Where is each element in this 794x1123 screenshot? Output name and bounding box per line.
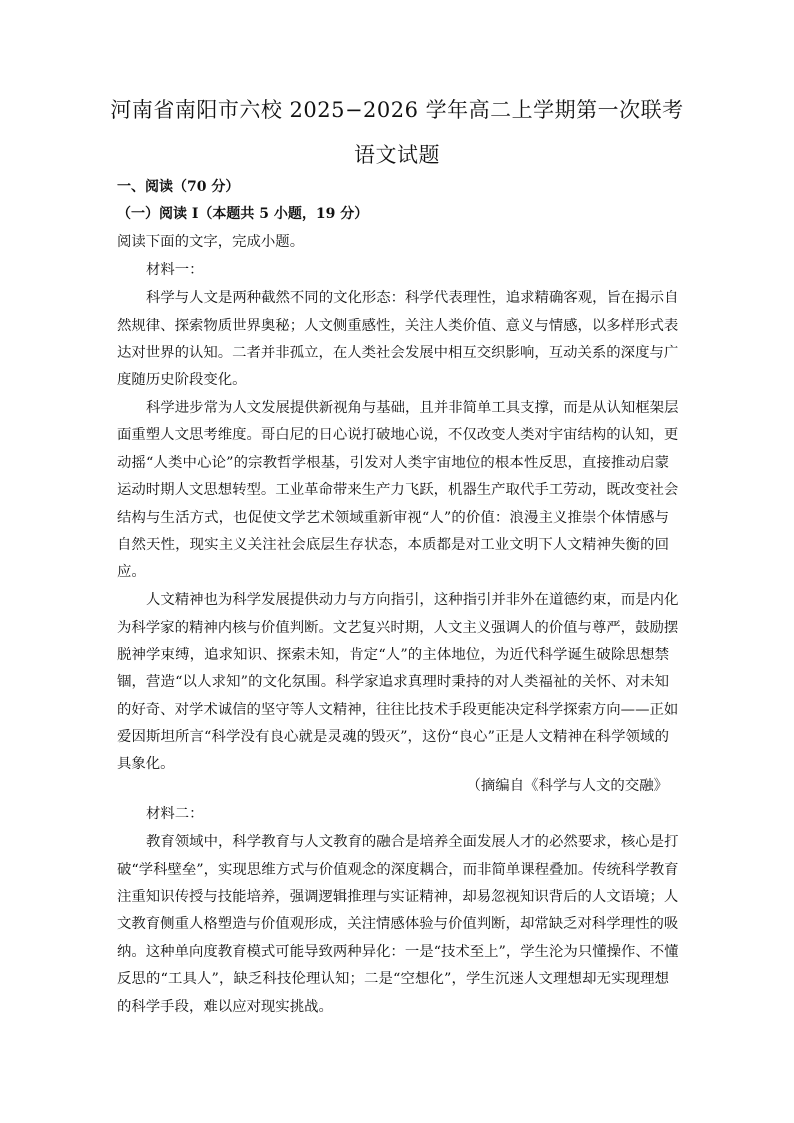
paragraph-line: 教育领域中，科学教育与人文教育的融合是培养全面发展人才的必然要求，核心是打 <box>146 834 679 850</box>
paragraph-line: 运动时期人文思想转型。工业革命带来生产力飞跃，机器生产取代手工劳动，既改变社会 <box>117 482 679 498</box>
paragraph-line: 达对世界的认知。二者并非孤立，在人类社会发展中相互交织影响，互动关系的深度与广 <box>117 345 679 361</box>
source-citation: （摘编自《科学与人文的交融》 <box>466 778 668 794</box>
paragraph-line: 自然天性，现实主义关注社会底层生存状态，本质都是对工业文明下人文精神失衡的回 <box>117 537 669 553</box>
instruction-text: 阅读下面的文字，完成小题。 <box>117 234 305 250</box>
paragraph-line: 注重知识传授与技能培养，强调逻辑推理与实证精神，却易忽视知识背后的人文语境；人 <box>117 889 679 905</box>
paragraph-line: 锢，营造“以人求知”的文化氛围。科学家追求真理时秉持的对人类福祉的关怀、对未知 <box>117 674 669 690</box>
subsection-heading: （一）阅读 I（本题共 5 小题，19 分） <box>117 206 369 222</box>
paragraph-line: 具象化。 <box>117 756 175 772</box>
paragraph-line: 脱神学束缚，追求知识、探索未知，肯定“人”的主体地位，为近代科学诞生破除思想禁 <box>117 647 669 663</box>
paragraph-line: 科学与人文是两种截然不同的文化形态：科学代表理性，追求精确客观，旨在揭示自 <box>146 290 679 306</box>
document-subtitle: 语文试题 <box>354 143 440 167</box>
paragraph-line: 文教育侧重人格塑造与价值观形成，关注情感体验与价值判断，却常缺乏对科学理性的吸 <box>117 916 679 932</box>
paragraph-line: 破“学科壁垒”，实现思维方式与价值观念的深度耦合，而非简单课程叠加。传统科学教育 <box>117 862 679 878</box>
paragraph-line: 动摇“人类中心论”的宗教哲学根基，引发对人类宇宙地位的根本性反思，直接推动启蒙 <box>117 455 669 471</box>
material1-label: 材料一： <box>146 262 204 278</box>
paragraph-line: 科学进步常为人文发展提供新视角与基础，且并非简单工具支撑，而是从认知框架层 <box>146 400 679 416</box>
paragraph-line: 爱因斯坦所言“科学没有良心就是灵魂的毁灭”，这份“良心”正是人文精神在科学领域的 <box>117 729 669 745</box>
paragraph-line: 为科学家的精神内核与价值判断。文艺复兴时期，人文主义强调人的价值与尊严，鼓励摆 <box>117 620 679 636</box>
section-heading: 一、阅读（70 分） <box>117 179 240 195</box>
paragraph-line: 的好奇、对学术诚信的坚守等人文精神，往往比技术手段更能决定科学探索方向——正如 <box>117 702 679 718</box>
material2-label: 材料二： <box>146 806 204 822</box>
paragraph-line: 度随历史阶段变化。 <box>117 372 247 388</box>
paragraph-line: 反思的“工具人”，缺乏科技伦理认知；二是“空想化”，学生沉迷人文理想却无实现理想 <box>117 971 669 987</box>
document-title: 河南省南阳市六校 2025−2026 学年高二上学期第一次联考 <box>110 98 684 122</box>
paragraph-line: 的科学手段，难以应对现实挑战。 <box>117 999 333 1015</box>
paragraph-line: 应。 <box>117 564 146 580</box>
paragraph-line: 结构与生活方式，也促使文学艺术领域重新审视“人”的价值：浪漫主义推崇个体情感与 <box>117 510 669 526</box>
paragraph-line: 然规律、探索物质世界奥秘；人文侧重感性，关注人类价值、意义与情感，以多样形式表 <box>117 318 679 334</box>
paragraph-line: 面重塑人文思考维度。哥白尼的日心说打破地心说，不仅改变人类对宇宙结构的认知，更 <box>117 427 679 443</box>
paragraph-line: 纳。这种单向度教育模式可能导致两种异化：一是“技术至上”，学生沦为只懂操作、不懂 <box>117 944 679 960</box>
paragraph-line: 人文精神也为科学发展提供动力与方向指引，这种指引并非外在道德约束，而是内化 <box>146 592 679 608</box>
